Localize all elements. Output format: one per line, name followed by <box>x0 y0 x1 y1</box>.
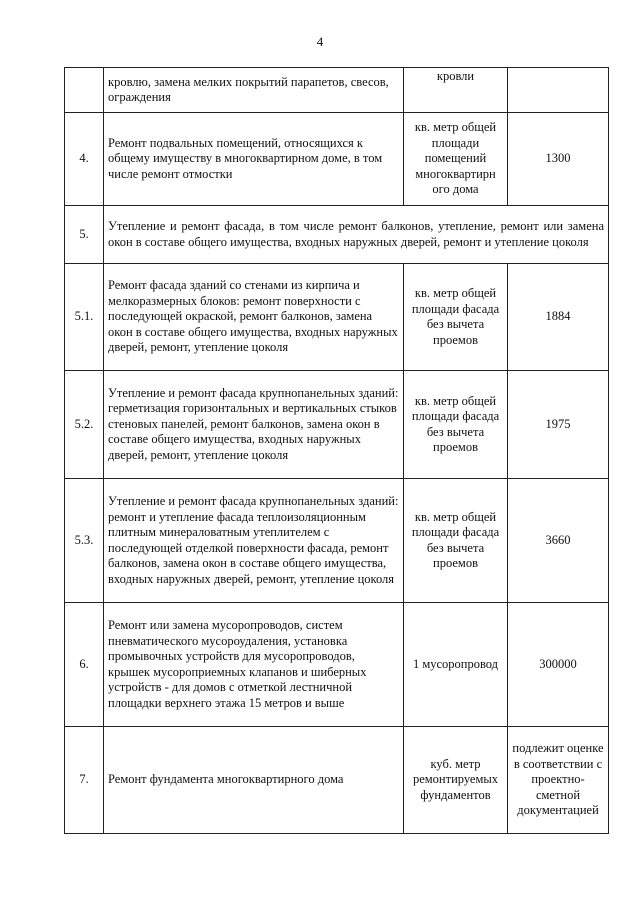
unit-of-measure: куб. метр ремонтируемых фундаментов <box>404 727 508 834</box>
row-number: 5.3. <box>65 479 104 603</box>
work-description: кровлю, замена мелких покрытий парапетов, свесов, ограждения <box>104 68 404 113</box>
unit-of-measure: кв. метр общей площади фасада без вычета проемов <box>404 264 508 371</box>
table-row <box>65 727 609 834</box>
cost-value: 3660 <box>508 479 609 603</box>
table-row <box>65 68 609 113</box>
table-row <box>65 264 609 371</box>
row-number: 5.1. <box>65 264 104 371</box>
table-row <box>65 206 609 264</box>
page-number: 4 <box>316 34 324 49</box>
unit-of-measure: кв. метр общей площади помещений многоквартирн ого дома <box>404 113 508 206</box>
table-row <box>65 479 609 603</box>
table-row <box>65 603 609 727</box>
work-description: Утепление и ремонт фасада крупнопанельных зданий: герметизация горизонтальных и вертикальных стыков стеновых панелей, ремонт балконов, замена окон в составе общего имущества, входных наружных дверей, ремонт, утепление цоколя <box>104 371 404 479</box>
cost-table <box>64 67 609 834</box>
unit-of-measure: кровли <box>404 68 508 113</box>
row-number <box>65 68 104 113</box>
cost-value: 1300 <box>508 113 609 206</box>
table-row <box>65 371 609 479</box>
cost-value: 1884 <box>508 264 609 371</box>
unit-of-measure: кв. метр общей площади фасада без вычета проемов <box>404 371 508 479</box>
work-description: Ремонт или замена мусоропроводов, систем пневматического мусороудаления, установка промывочных устройств для мусоропроводов, крышек мусороприемных клапанов и шиберных устройств - для домов с отметкой лестничной площадки верхнего этажа 15 метров и выше <box>104 603 404 727</box>
unit-of-measure: кв. метр общей площади фасада без вычета проемов <box>404 479 508 603</box>
cost-value: подлежит оценке в соответствии с проектно-сметной документацией <box>508 727 609 834</box>
cost-value: 300000 <box>508 603 609 727</box>
unit-of-measure: 1 мусоропровод <box>404 603 508 727</box>
row-number: 7. <box>65 727 104 834</box>
section-title: Утепление и ремонт фасада, в том числе ремонт балконов, утепление, ремонт или замена окон в составе общего имущества, входных наружных дверей, ремонт и утепление цоколя <box>104 206 609 264</box>
work-description: Ремонт фасада зданий со стенами из кирпича и мелкоразмерных блоков: ремонт поверхности с последующей окраской, ремонт балконов, замена окон в составе общего имущества, входных наружных дверей, ремонт, утепление цоколя <box>104 264 404 371</box>
row-number: 5.2. <box>65 371 104 479</box>
cost-value: 1975 <box>508 371 609 479</box>
cost-value <box>508 68 609 113</box>
row-number: 6. <box>65 603 104 727</box>
work-description: Ремонт подвальных помещений, относящихся к общему имуществу в многоквартирном доме, в том числе ремонт отмостки <box>104 113 404 206</box>
work-description: Ремонт фундамента многоквартирного дома <box>104 727 404 834</box>
work-description: Утепление и ремонт фасада крупнопанельных зданий: ремонт и утепление фасада теплоизоляционным плитным минераловатным утеплителем с последующей отделкой поверхности фасада, ремонт балконов, замена окон в составе общего имущества, входных наружных дверей, ремонт, утепление цоколя <box>104 479 404 603</box>
row-number: 4. <box>65 113 104 206</box>
table-row <box>65 113 609 206</box>
row-number: 5. <box>65 206 104 264</box>
